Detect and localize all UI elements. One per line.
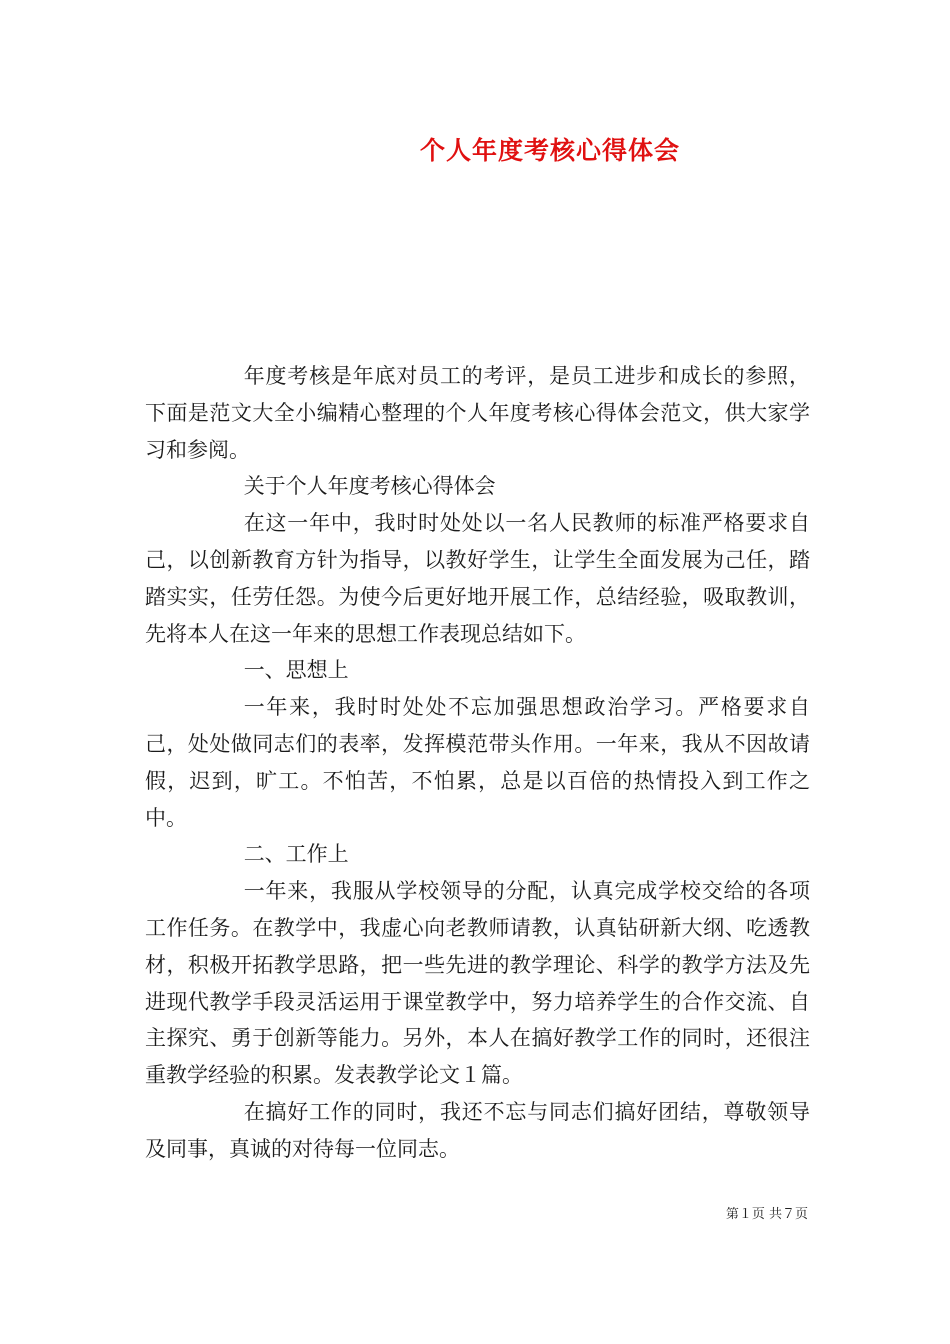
paragraph-thought: 一年来，我时时处处不忘加强思想政治学习。严格要求自己，处处做同志们的表率，发挥模范带头作用。一年来，我从不因故请假，迟到，旷工。不怕苦，不怕累，总是以百倍的热情投入到工作之中。	[145, 695, 810, 830]
document-title: 个人年度考核心得体会	[419, 136, 680, 165]
section-heading-work: 二、工作上	[243, 842, 349, 867]
paragraph-unity: 在搞好工作的同时，我还不忘与同志们搞好团结，尊敬领导及同事，真诚的对待每一位同志。	[145, 1099, 810, 1161]
section-heading-thought: 一、思想上	[243, 658, 349, 683]
paragraph-work: 一年来，我服从学校领导的分配，认真完成学校交给的各项工作任务。在教学中，我虚心向老教师请教，认真钻研新大纲、吃透教材，积极开拓教学思路，把一些先进的教学理论、科学的教学方法及先进现代教学手段灵活运用于课堂教学中，努力培养学生的合作交流、自主探究、勇于创新等能力。另外，本人在搞好教学工作的同时，还很注重教学经验的积累。发表教学论文１篇。	[145, 879, 810, 1088]
page-number: 第１页 共７页	[725, 1207, 808, 1222]
paragraph-overview: 在这一年中，我时时处处以一名人民教师的标准严格要求自己，以创新教育方针为指导，以教好学生，让学生全面发展为己任，踏踏实实，任劳任怨。为使今后更好地开展工作，总结经验，吸取教训，先将本人在这一年来的思想工作表现总结如下。	[145, 511, 810, 646]
document-body	[145, 358, 810, 1168]
paragraph-intro: 年度考核是年底对员工的考评，是员工进步和成长的参照，下面是范文大全小编精心整理的个人年度考核心得体会范文，供大家学习和参阅。	[145, 364, 810, 462]
section-heading-about: 关于个人年度考核心得体会	[243, 474, 496, 499]
